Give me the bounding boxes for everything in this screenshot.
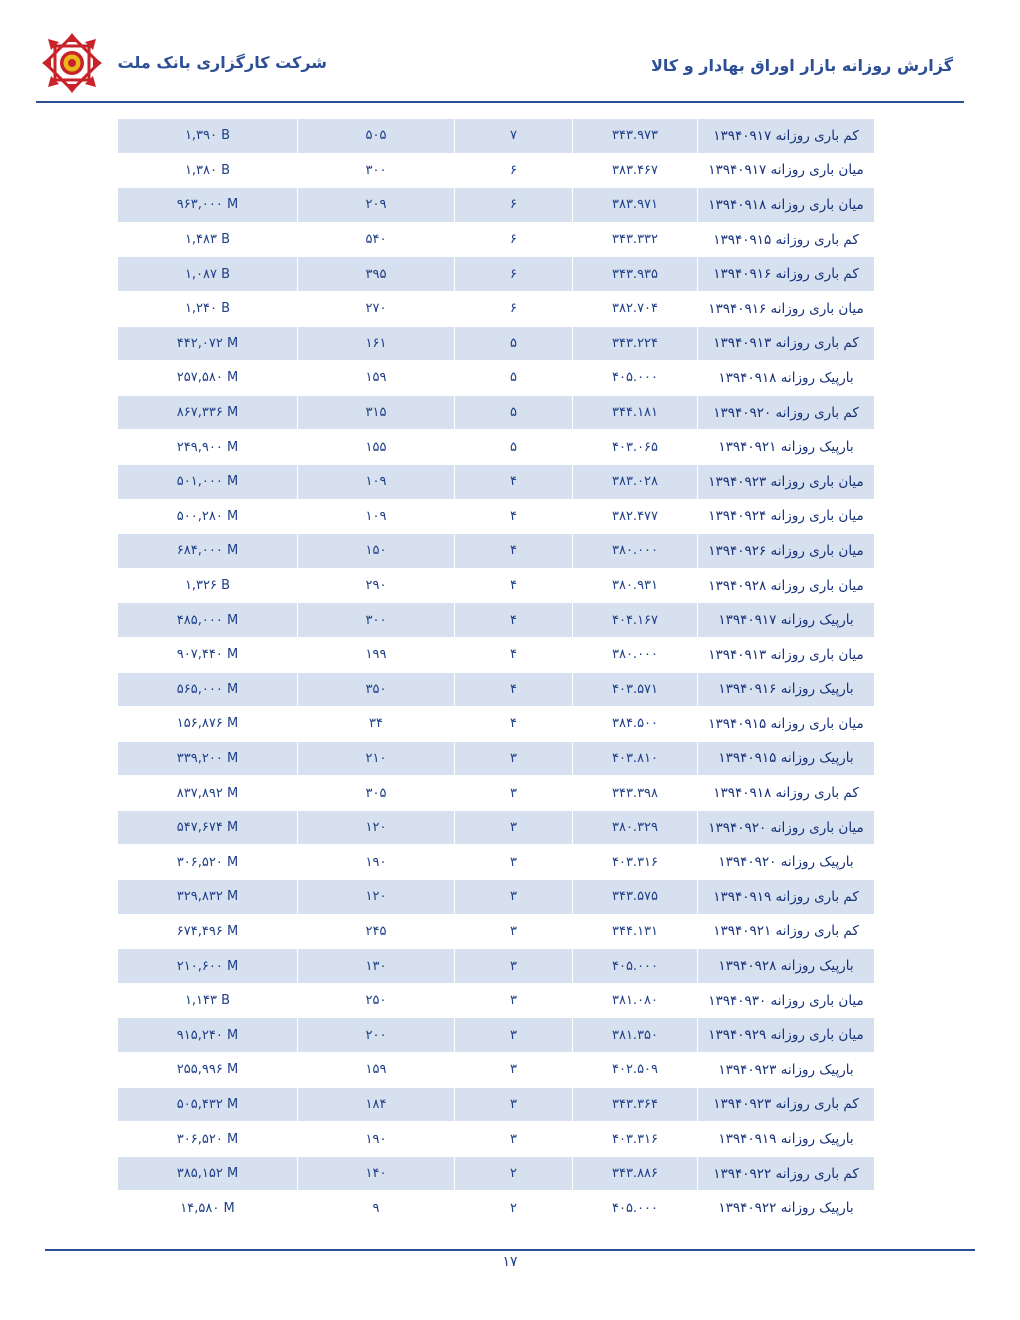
table-row [118,291,875,326]
trade-quantity-cell: ۳۰۰ [298,153,455,188]
trade-quantity-cell: ۱۰۹ [298,464,455,499]
trade-price-cell: ۳۴۳.۹۷۳ [573,119,698,154]
trade-quantity-cell: ۳۱۵ [298,395,455,430]
trade-quantity-cell: ۳۴ [298,707,455,742]
trade-quantity-cell: ۱۰۹ [298,499,455,534]
trade-quantity-cell: ۵۰۵ [298,119,455,154]
trade-count-cell: ۴ [455,499,573,534]
trade-value-cell: ۱,۳۸۰ B [118,153,298,188]
contract-name-cell: کم باری روزانه ۱۳۹۴۰۹۱۷ [698,119,875,154]
trade-quantity-cell: ۱۹۹ [298,637,455,672]
trade-count-cell: ۳ [455,880,573,915]
contract-name-cell: بارپیک روزانه ۱۳۹۴۰۹۱۶ [698,672,875,707]
trade-count-cell: ۶ [455,257,573,292]
trade-count-cell: ۳ [455,949,573,984]
trade-quantity-cell: ۲۰۰ [298,1018,455,1053]
table-row [118,914,875,949]
trade-quantity-cell: ۳۵۰ [298,672,455,707]
trade-value-cell: ۱,۴۸۳ B [118,222,298,257]
trade-quantity-cell: ۳۹۵ [298,257,455,292]
trade-value-cell: ۲۵۵,۹۹۶ M [118,1053,298,1088]
trade-quantity-cell: ۲۷۰ [298,291,455,326]
trade-price-cell: ۳۴۳.۳۹۸ [573,776,698,811]
trade-value-cell: ۳۰۶,۵۲۰ M [118,1122,298,1157]
table-row [118,464,875,499]
trade-count-cell: ۳ [455,914,573,949]
contract-name-cell: کم باری روزانه ۱۳۹۴۰۹۲۲ [698,1156,875,1191]
trade-count-cell: ۴ [455,603,573,638]
trade-price-cell: ۳۴۳.۳۶۴ [573,1087,698,1122]
trade-price-cell: ۳۸۰.۹۳۱ [573,568,698,603]
trade-quantity-cell: ۹ [298,1191,455,1226]
table-row [118,1053,875,1088]
trade-price-cell: ۳۸۲.۷۰۴ [573,291,698,326]
table-row [118,499,875,534]
table-row [118,326,875,361]
trade-quantity-cell: ۲۵۰ [298,983,455,1018]
trade-value-cell: ۴۴۲,۰۷۲ M [118,326,298,361]
trade-count-cell: ۲ [455,1191,573,1226]
trade-count-cell: ۴ [455,534,573,569]
contract-name-cell: میان باری روزانه ۱۳۹۴۰۹۱۸ [698,188,875,223]
trade-price-cell: ۴۰۳.۵۷۱ [573,672,698,707]
trade-count-cell: ۳ [455,983,573,1018]
trade-count-cell: ۴ [455,637,573,672]
trade-quantity-cell: ۱۹۰ [298,1122,455,1157]
trade-value-cell: ۵۶۵,۰۰۰ M [118,672,298,707]
table-row [118,880,875,915]
trade-price-cell: ۳۸۱.۰۸۰ [573,983,698,1018]
trade-value-cell: ۱۵۶,۸۷۶ M [118,707,298,742]
table-row [118,776,875,811]
contract-name-cell: بارپیک روزانه ۱۳۹۴۰۹۲۰ [698,845,875,880]
trade-price-cell: ۳۴۳.۲۲۴ [573,326,698,361]
trade-value-cell: ۶۷۴,۴۹۶ M [118,914,298,949]
contract-name-cell: بارپیک روزانه ۱۳۹۴۰۹۱۷ [698,603,875,638]
table-row [118,534,875,569]
contract-name-cell: میان باری روزانه ۱۳۹۴۰۹۱۶ [698,291,875,326]
header-divider [36,101,964,103]
contract-name-cell: میان باری روزانه ۱۳۹۴۰۹۲۴ [698,499,875,534]
table-row [118,119,875,154]
trade-value-cell: ۲۵۷,۵۸۰ M [118,361,298,396]
trade-price-cell: ۴۰۳.۸۱۰ [573,741,698,776]
trade-count-cell: ۶ [455,153,573,188]
trade-price-cell: ۳۸۰.۰۰۰ [573,534,698,569]
bank-mellat-emblem-icon [39,30,105,96]
contract-name-cell: میان باری روزانه ۱۳۹۴۰۹۲۳ [698,464,875,499]
trade-count-cell: ۵ [455,430,573,465]
trade-price-cell: ۳۸۳.۴۶۷ [573,153,698,188]
contract-name-cell: میان باری روزانه ۱۳۹۴۰۹۲۹ [698,1018,875,1053]
table-row [118,1156,875,1191]
trade-value-cell: ۹۶۳,۰۰۰ M [118,188,298,223]
contract-name-cell: میان باری روزانه ۱۳۹۴۰۹۱۷ [698,153,875,188]
table-row [118,1122,875,1157]
table-row [118,637,875,672]
trade-price-cell: ۳۴۳.۵۷۵ [573,880,698,915]
table-row [118,361,875,396]
trade-count-cell: ۳ [455,845,573,880]
table-row [118,1018,875,1053]
trade-value-cell: ۹۱۵,۲۴۰ M [118,1018,298,1053]
table-row [118,810,875,845]
contract-name-cell: کم باری روزانه ۱۳۹۴۰۹۱۵ [698,222,875,257]
trade-value-cell: ۲۴۹,۹۰۰ M [118,430,298,465]
trade-quantity-cell: ۱۵۵ [298,430,455,465]
table-row [118,153,875,188]
trade-quantity-cell: ۲۹۰ [298,568,455,603]
table-row [118,949,875,984]
trade-price-cell: ۴۰۳.۰۶۵ [573,430,698,465]
trade-count-cell: ۵ [455,395,573,430]
trade-count-cell: ۵ [455,361,573,396]
trade-price-cell: ۳۸۳.۹۷۱ [573,188,698,223]
trade-count-cell: ۳ [455,741,573,776]
table-row [118,222,875,257]
trade-quantity-cell: ۱۶۱ [298,326,455,361]
trade-price-cell: ۴۰۲.۵۰۹ [573,1053,698,1088]
trade-quantity-cell: ۳۰۵ [298,776,455,811]
trade-price-cell: ۴۰۵.۰۰۰ [573,1191,698,1226]
table-row [118,983,875,1018]
trade-count-cell: ۴ [455,707,573,742]
table-row [118,568,875,603]
company-name: شرکت کارگزاری بانک ملت [117,53,327,72]
trade-value-cell: ۳۲۹,۸۳۲ M [118,880,298,915]
trade-price-cell: ۳۸۰.۰۰۰ [573,637,698,672]
contract-name-cell: بارپیک روزانه ۱۳۹۴۰۹۲۱ [698,430,875,465]
contract-name-cell: میان باری روزانه ۱۳۹۴۰۹۱۳ [698,637,875,672]
trade-value-cell: ۱,۳۲۶ B [118,568,298,603]
contract-name-cell: میان باری روزانه ۱۳۹۴۰۹۲۰ [698,810,875,845]
report-title: گزارش روزانه بازار اوراق بهادار و کالا [650,56,953,75]
trades-table [117,118,875,1226]
table-row [118,395,875,430]
contract-name-cell: بارپیک روزانه ۱۳۹۴۰۹۲۸ [698,949,875,984]
trade-quantity-cell: ۱۹۰ [298,845,455,880]
footer-divider [45,1249,975,1251]
trade-count-cell: ۳ [455,1087,573,1122]
contract-name-cell: بارپیک روزانه ۱۳۹۴۰۹۱۹ [698,1122,875,1157]
contract-name-cell: کم باری روزانه ۱۳۹۴۰۹۱۶ [698,257,875,292]
trade-value-cell: ۸۶۷,۳۳۶ M [118,395,298,430]
trade-count-cell: ۴ [455,568,573,603]
table-row [118,188,875,223]
table-row [118,845,875,880]
trade-price-cell: ۴۰۵.۰۰۰ [573,361,698,396]
trade-quantity-cell: ۱۲۰ [298,880,455,915]
contract-name-cell: کم باری روزانه ۱۳۹۴۰۹۲۱ [698,914,875,949]
contract-name-cell: کم باری روزانه ۱۳۹۴۰۹۱۳ [698,326,875,361]
table-row [118,257,875,292]
table-row [118,430,875,465]
table-row [118,1191,875,1226]
contract-name-cell: بارپیک روزانه ۱۳۹۴۰۹۲۳ [698,1053,875,1088]
trade-quantity-cell: ۱۵۹ [298,1053,455,1088]
trade-price-cell: ۳۸۲.۴۷۷ [573,499,698,534]
trade-count-cell: ۵ [455,326,573,361]
contract-name-cell: میان باری روزانه ۱۳۹۴۰۹۱۵ [698,707,875,742]
trade-value-cell: ۵۴۷,۶۷۴ M [118,810,298,845]
trade-price-cell: ۳۴۳.۸۸۶ [573,1156,698,1191]
table-row [118,707,875,742]
table-row [118,1087,875,1122]
trade-quantity-cell: ۱۵۰ [298,534,455,569]
trade-value-cell: ۱۴,۵۸۰ M [118,1191,298,1226]
trade-count-cell: ۶ [455,188,573,223]
trade-value-cell: ۱,۰۸۷ B [118,257,298,292]
trade-quantity-cell: ۲۴۵ [298,914,455,949]
table-row [118,741,875,776]
contract-name-cell: بارپیک روزانه ۱۳۹۴۰۹۱۵ [698,741,875,776]
trade-value-cell: ۸۳۷,۸۹۲ M [118,776,298,811]
trade-quantity-cell: ۲۰۹ [298,188,455,223]
trade-price-cell: ۴۰۵.۰۰۰ [573,949,698,984]
contract-name-cell: میان باری روزانه ۱۳۹۴۰۹۲۶ [698,534,875,569]
contract-name-cell: کم باری روزانه ۱۳۹۴۰۹۱۸ [698,776,875,811]
trade-price-cell: ۳۸۴.۵۰۰ [573,707,698,742]
table-row [118,603,875,638]
trade-count-cell: ۴ [455,464,573,499]
trade-value-cell: ۳۰۶,۵۲۰ M [118,845,298,880]
trade-count-cell: ۳ [455,810,573,845]
trade-value-cell: ۲۱۰,۶۰۰ M [118,949,298,984]
trade-value-cell: ۳۳۹,۲۰۰ M [118,741,298,776]
trade-quantity-cell: ۱۴۰ [298,1156,455,1191]
trade-quantity-cell: ۱۳۰ [298,949,455,984]
trade-price-cell: ۳۴۳.۹۳۵ [573,257,698,292]
contract-name-cell: کم باری روزانه ۱۳۹۴۰۹۲۳ [698,1087,875,1122]
trade-value-cell: ۹۰۷,۴۴۰ M [118,637,298,672]
trade-price-cell: ۴۰۴.۱۶۷ [573,603,698,638]
trade-quantity-cell: ۱۸۴ [298,1087,455,1122]
trade-count-cell: ۳ [455,776,573,811]
trade-price-cell: ۳۴۴.۱۸۱ [573,395,698,430]
contract-name-cell: کم باری روزانه ۱۳۹۴۰۹۱۹ [698,880,875,915]
trade-value-cell: ۱,۱۴۳ B [118,983,298,1018]
trades-table-body [118,119,875,1226]
contract-name-cell: بارپیک روزانه ۱۳۹۴۰۹۲۲ [698,1191,875,1226]
trade-price-cell: ۳۸۰.۳۲۹ [573,810,698,845]
trade-count-cell: ۷ [455,119,573,154]
trade-count-cell: ۳ [455,1018,573,1053]
trade-price-cell: ۴۰۳.۳۱۶ [573,1122,698,1157]
contract-name-cell: میان باری روزانه ۱۳۹۴۰۹۲۸ [698,568,875,603]
trade-price-cell: ۳۸۱.۳۵۰ [573,1018,698,1053]
table-row [118,672,875,707]
trade-quantity-cell: ۱۲۰ [298,810,455,845]
trade-value-cell: ۵۰۵,۴۳۲ M [118,1087,298,1122]
trade-count-cell: ۶ [455,222,573,257]
trade-count-cell: ۲ [455,1156,573,1191]
trade-price-cell: ۳۸۳.۰۲۸ [573,464,698,499]
page-number: ۱۷ [502,1254,518,1270]
trade-value-cell: ۶۸۴,۰۰۰ M [118,534,298,569]
trade-count-cell: ۳ [455,1122,573,1157]
trade-value-cell: ۱,۲۴۰ B [118,291,298,326]
trade-count-cell: ۳ [455,1053,573,1088]
bank-mellat-logo-icon [39,30,105,96]
trade-quantity-cell: ۵۴۰ [298,222,455,257]
trade-count-cell: ۴ [455,672,573,707]
trade-price-cell: ۳۴۴.۱۳۱ [573,914,698,949]
contract-name-cell: بارپیک روزانه ۱۳۹۴۰۹۱۸ [698,361,875,396]
trade-quantity-cell: ۲۱۰ [298,741,455,776]
trade-value-cell: ۳۸۵,۱۵۲ M [118,1156,298,1191]
trade-count-cell: ۶ [455,291,573,326]
trade-quantity-cell: ۳۰۰ [298,603,455,638]
trade-value-cell: ۵۰۰,۲۸۰ M [118,499,298,534]
contract-name-cell: کم باری روزانه ۱۳۹۴۰۹۲۰ [698,395,875,430]
trade-value-cell: ۵۰۱,۰۰۰ M [118,464,298,499]
trade-value-cell: ۴۸۵,۰۰۰ M [118,603,298,638]
trade-price-cell: ۴۰۳.۳۱۶ [573,845,698,880]
contract-name-cell: میان باری روزانه ۱۳۹۴۰۹۳۰ [698,983,875,1018]
trade-price-cell: ۳۴۳.۳۳۲ [573,222,698,257]
trade-value-cell: ۱,۳۹۰ B [118,119,298,154]
trade-quantity-cell: ۱۵۹ [298,361,455,396]
